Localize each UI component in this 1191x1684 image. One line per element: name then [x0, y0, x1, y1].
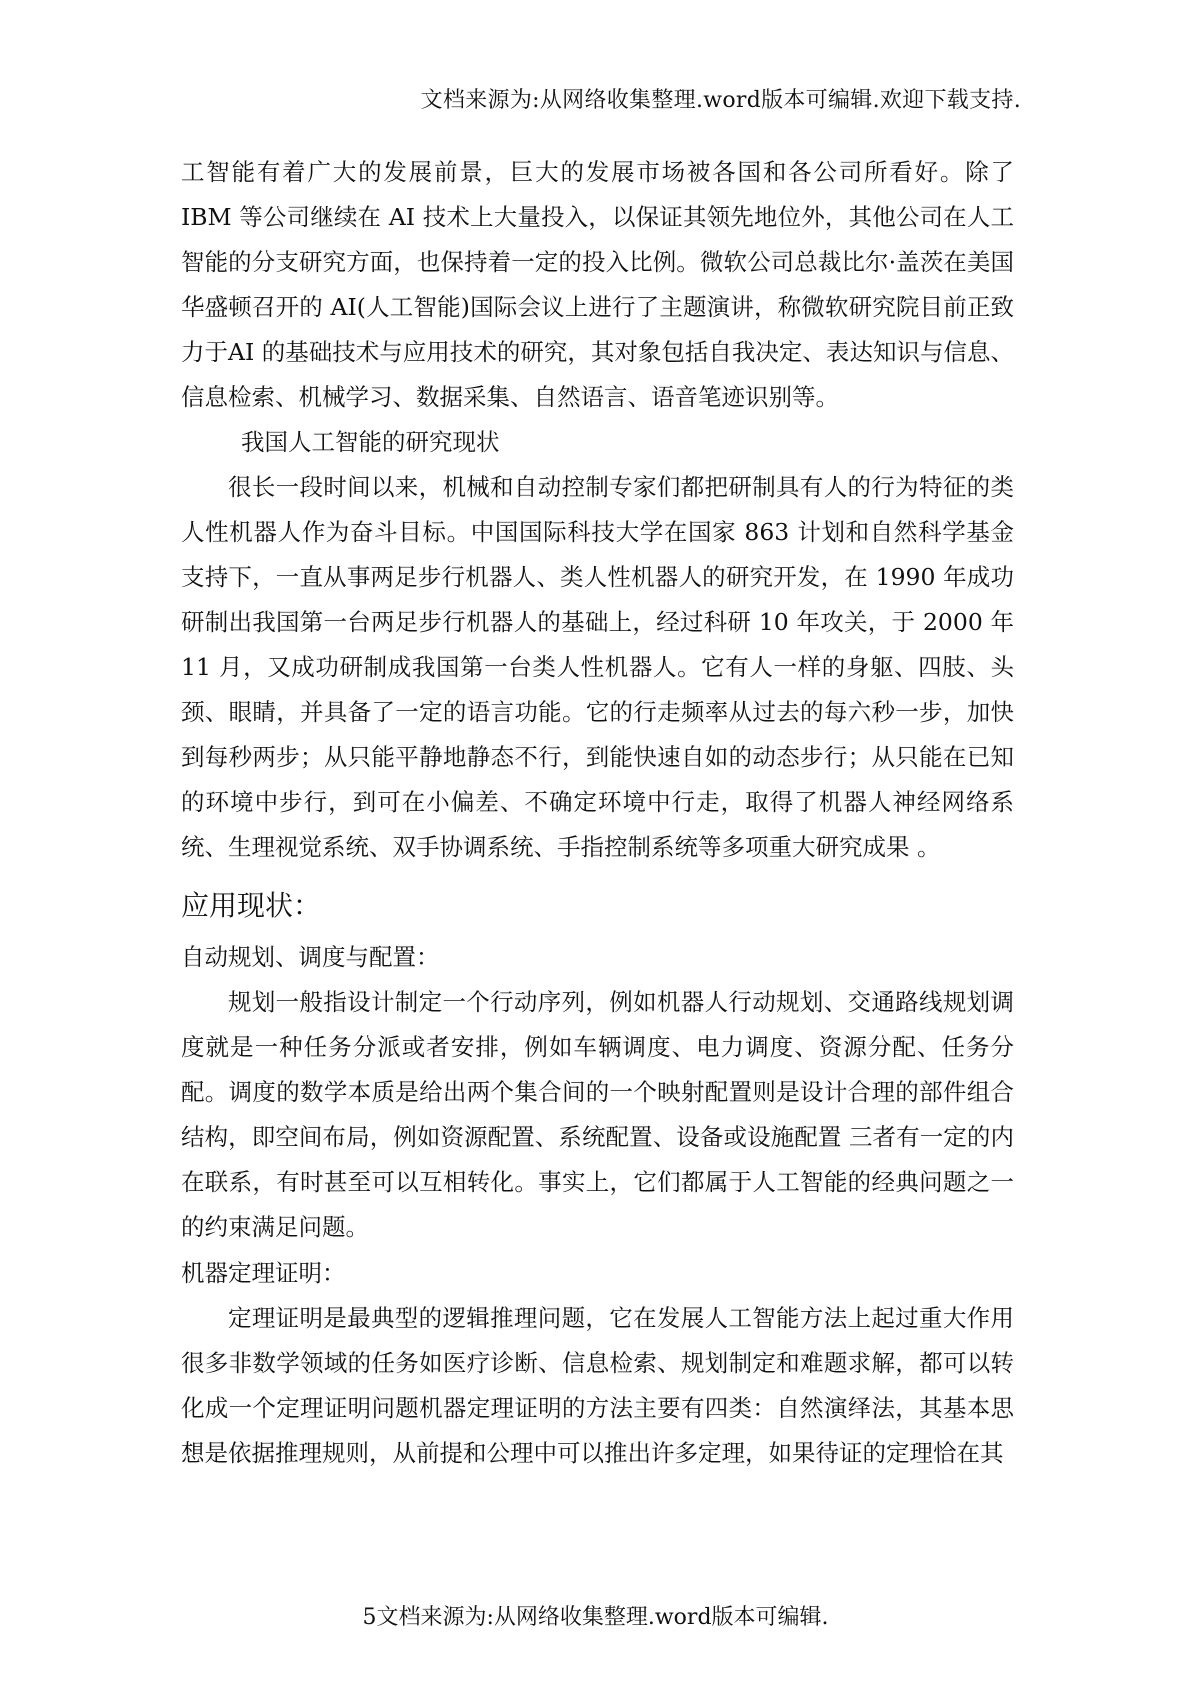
subheading-china-ai-research: 我国人工智能的研究现状 — [241, 428, 500, 456]
label-theorem-proving: 机器定理证明： — [181, 1259, 346, 1287]
section-title-application-status: 应用现状： — [181, 889, 322, 922]
paragraph-ai-prospects: 工智能有着广大的发展前景，巨大的发展市场被各国和各公司所看好。除了 IBM 等公司继续在 AI 技术上大量投入，以保证其领先地位外，其他公司在人工智能的分支研究方面，也保持着一定的投入比例。微软公司总裁比尔·盖茨在美国华盛顿召开的 AI(人工智能)国际会议上进行了主题演讲，称微软研究院目前正致力于AI 的基础技术与应用技术的研究，其对象包括自我决定、表达知识与信息、信息检索、机械学习、数据采集、自然语言、语音笔迹识别等。 — [181, 158, 1014, 411]
paragraph-humanoid-robot: 很长一段时间以来，机械和自动控制专家们都把研制具有人的行为特征的类人性机器人作为奋斗目标。中国国际科技大学在国家 863 计划和自然科学基金支持下，一直从事两足步行机器人、类人性机器人的研究开发，在 1990 年成功研制出我国第一台两足步行机器人的基础上，经过科研 10 年攻关，于 2000 年 11 月，又成功研制成我国第一台类人性机器人。它有人一样的身躯、四肢、头颈、眼睛，并具备了一定的语言功能。它的行走频率从过去的每六秒一步，加快到每秒两步；从只能平静地静态不行，到能快速自如的动态步行；从只能在已知的环境中步行，到可在小偏差、不确定环境中行走，取得了机器人神经网络系统、生理视觉系统、双手协调系统、手指控制系统等多项重大研究成果 。 — [181, 473, 1014, 861]
paragraph-theorem-proving: 定理证明是最典型的逻辑推理问题，它在发展人工智能方法上起过重大作用很多非数学领域的任务如医疗诊断、信息检索、规划制定和难题求解，都可以转化成一个定理证明问题机器定理证明的方法主要有四类：自然演绎法，其基本思想是依据推理规则，从前提和公理中可以推出许多定理，如果待证的定理恰在其 — [181, 1304, 1014, 1467]
document-body — [181, 150, 1014, 1476]
page-footer: 5文档来源为:从网络收集整理.word版本可编辑. — [362, 1605, 829, 1630]
label-planning-scheduling: 自动规划、调度与配置： — [181, 943, 440, 971]
paragraph-planning-scheduling: 规划一般指设计制定一个行动序列，例如机器人行动规划、交通路线规划调度就是一种任务分派或者安排，例如车辆调度、电力调度、资源分配、任务分配。调度的数学本质是给出两个集合间的一个映射配置则是设计合理的部件组合结构，即空间布局，例如资源配置、系统配置、设备或设施配置 三者有一定的内在联系，有时甚至可以互相转化。事实上，它们都属于人工智能的经典问题之一的约束满足问题。 — [181, 988, 1014, 1241]
page-header: 文档来源为:从网络收集整理.word版本可编辑.欢迎下载支持. — [420, 88, 1021, 113]
